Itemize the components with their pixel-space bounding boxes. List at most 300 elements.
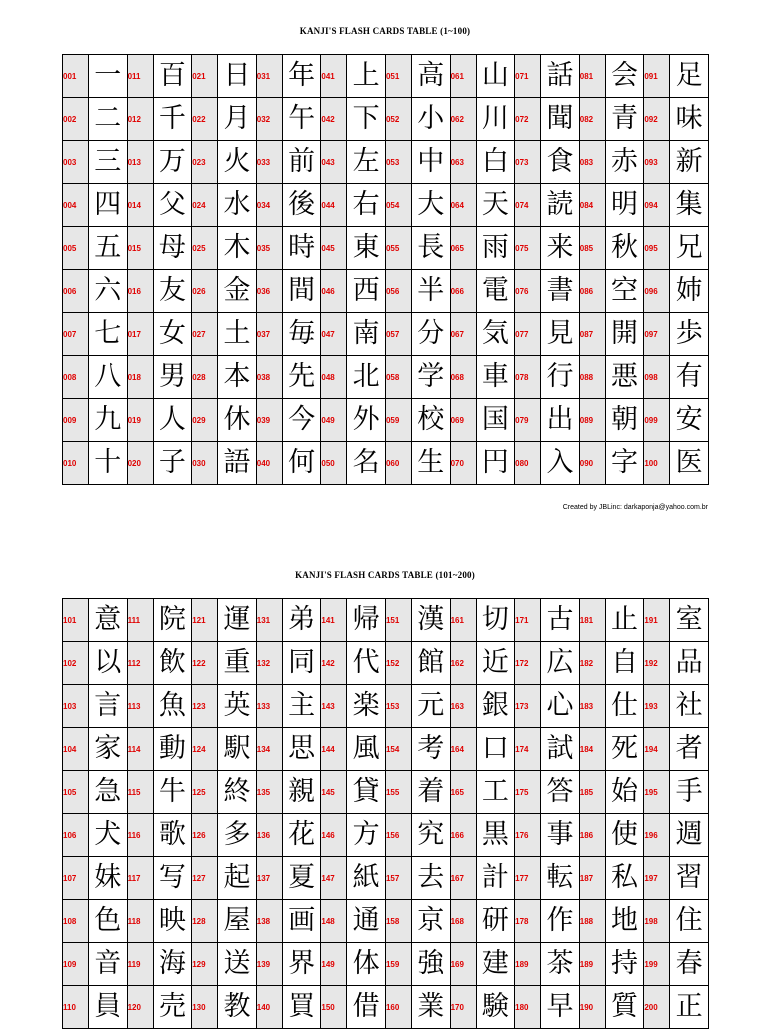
kanji-number: 028	[192, 356, 218, 399]
kanji-character: 味	[670, 98, 709, 141]
kanji-number: 006	[63, 270, 89, 313]
kanji-number: 055	[385, 227, 411, 270]
kanji-character: 上	[347, 55, 386, 98]
kanji-character: 半	[411, 270, 450, 313]
kanji-number: 152	[385, 642, 411, 685]
kanji-number: 160	[385, 986, 411, 1029]
kanji-character: 夏	[282, 857, 321, 900]
kanji-character: 漢	[411, 599, 450, 642]
kanji-character: 室	[670, 599, 709, 642]
kanji-number: 155	[385, 771, 411, 814]
kanji-character: 映	[153, 900, 192, 943]
kanji-number: 061	[450, 55, 476, 98]
kanji-character: 多	[218, 814, 257, 857]
kanji-character: 代	[347, 642, 386, 685]
kanji-number: 082	[579, 98, 605, 141]
kanji-number: 130	[192, 986, 218, 1029]
kanji-character: 銀	[476, 685, 515, 728]
table-row	[63, 986, 709, 1029]
table-row	[63, 399, 709, 442]
kanji-character: 週	[670, 814, 709, 857]
kanji-table	[62, 54, 709, 485]
kanji-number: 163	[450, 685, 476, 728]
kanji-character: 歌	[153, 814, 192, 857]
kanji-number: 193	[644, 685, 670, 728]
kanji-character: 犬	[89, 814, 128, 857]
kanji-number: 051	[385, 55, 411, 98]
kanji-number: 192	[644, 642, 670, 685]
kanji-character: 男	[153, 356, 192, 399]
kanji-number: 169	[450, 943, 476, 986]
kanji-number: 077	[515, 313, 541, 356]
kanji-character: 魚	[153, 685, 192, 728]
kanji-character: 音	[89, 943, 128, 986]
kanji-character: 茶	[541, 943, 580, 986]
kanji-number: 177	[515, 857, 541, 900]
kanji-character: 貸	[347, 771, 386, 814]
kanji-character: 切	[476, 599, 515, 642]
kanji-number: 108	[63, 900, 89, 943]
kanji-number: 023	[192, 141, 218, 184]
kanji-character: 去	[411, 857, 450, 900]
kanji-number: 063	[450, 141, 476, 184]
kanji-character: 色	[89, 900, 128, 943]
kanji-character: 新	[670, 141, 709, 184]
kanji-character: 売	[153, 986, 192, 1029]
kanji-character: 来	[541, 227, 580, 270]
kanji-character: 写	[153, 857, 192, 900]
kanji-character: 私	[605, 857, 644, 900]
kanji-character: 集	[670, 184, 709, 227]
kanji-number: 026	[192, 270, 218, 313]
kanji-number: 093	[644, 141, 670, 184]
kanji-character: 弟	[282, 599, 321, 642]
kanji-character: 通	[347, 900, 386, 943]
kanji-number: 084	[579, 184, 605, 227]
kanji-character: 起	[218, 857, 257, 900]
kanji-number: 150	[321, 986, 347, 1029]
kanji-number: 166	[450, 814, 476, 857]
kanji-number: 067	[450, 313, 476, 356]
kanji-character: 七	[89, 313, 128, 356]
kanji-character: 天	[476, 184, 515, 227]
table-row	[63, 98, 709, 141]
kanji-number: 172	[515, 642, 541, 685]
table-row	[63, 599, 709, 642]
kanji-number: 101	[63, 599, 89, 642]
kanji-character: 円	[476, 442, 515, 485]
kanji-character: 字	[605, 442, 644, 485]
kanji-number: 038	[256, 356, 282, 399]
kanji-character: 二	[89, 98, 128, 141]
kanji-character: 社	[670, 685, 709, 728]
kanji-number: 126	[192, 814, 218, 857]
kanji-character: 死	[605, 728, 644, 771]
kanji-character: 長	[411, 227, 450, 270]
kanji-number: 102	[63, 642, 89, 685]
kanji-number: 134	[256, 728, 282, 771]
kanji-character: 百	[153, 55, 192, 98]
kanji-character: 黒	[476, 814, 515, 857]
kanji-character: 本	[218, 356, 257, 399]
kanji-number: 074	[515, 184, 541, 227]
kanji-character: 帰	[347, 599, 386, 642]
kanji-number: 042	[321, 98, 347, 141]
kanji-character: 始	[605, 771, 644, 814]
kanji-number: 008	[63, 356, 89, 399]
kanji-number: 194	[644, 728, 670, 771]
kanji-character: 習	[670, 857, 709, 900]
kanji-character: 飲	[153, 642, 192, 685]
kanji-character: 持	[605, 943, 644, 986]
kanji-character: 妹	[89, 857, 128, 900]
kanji-number: 189	[515, 943, 541, 986]
kanji-number: 138	[256, 900, 282, 943]
kanji-character: 正	[670, 986, 709, 1029]
kanji-character: 作	[541, 900, 580, 943]
kanji-character: 使	[605, 814, 644, 857]
kanji-number: 050	[321, 442, 347, 485]
kanji-number: 141	[321, 599, 347, 642]
kanji-number: 127	[192, 857, 218, 900]
kanji-character: 山	[476, 55, 515, 98]
table-row	[63, 728, 709, 771]
kanji-character: 心	[541, 685, 580, 728]
kanji-character: 電	[476, 270, 515, 313]
kanji-character: 京	[411, 900, 450, 943]
kanji-number: 174	[515, 728, 541, 771]
kanji-number: 146	[321, 814, 347, 857]
kanji-number: 073	[515, 141, 541, 184]
kanji-number: 153	[385, 685, 411, 728]
kanji-number: 147	[321, 857, 347, 900]
kanji-character: 医	[670, 442, 709, 485]
kanji-number: 158	[385, 900, 411, 943]
kanji-character: 休	[218, 399, 257, 442]
kanji-number: 148	[321, 900, 347, 943]
kanji-number: 122	[192, 642, 218, 685]
kanji-number: 045	[321, 227, 347, 270]
kanji-number: 059	[385, 399, 411, 442]
kanji-character: 教	[218, 986, 257, 1029]
kanji-number: 170	[450, 986, 476, 1029]
kanji-number: 004	[63, 184, 89, 227]
kanji-number: 007	[63, 313, 89, 356]
kanji-number: 137	[256, 857, 282, 900]
kanji-number: 136	[256, 814, 282, 857]
kanji-character: 員	[89, 986, 128, 1029]
kanji-character: 主	[282, 685, 321, 728]
kanji-character: 友	[153, 270, 192, 313]
kanji-character: 強	[411, 943, 450, 986]
kanji-number: 159	[385, 943, 411, 986]
kanji-number: 091	[644, 55, 670, 98]
kanji-number: 128	[192, 900, 218, 943]
table-row	[63, 356, 709, 399]
kanji-number: 029	[192, 399, 218, 442]
kanji-number: 107	[63, 857, 89, 900]
kanji-number: 056	[385, 270, 411, 313]
kanji-character: 東	[347, 227, 386, 270]
kanji-number: 032	[256, 98, 282, 141]
kanji-number: 003	[63, 141, 89, 184]
kanji-number: 021	[192, 55, 218, 98]
kanji-character: 右	[347, 184, 386, 227]
kanji-character: 手	[670, 771, 709, 814]
kanji-character: 日	[218, 55, 257, 98]
kanji-number: 076	[515, 270, 541, 313]
kanji-number: 095	[644, 227, 670, 270]
kanji-number: 200	[644, 986, 670, 1029]
kanji-character: 工	[476, 771, 515, 814]
kanji-number: 081	[579, 55, 605, 98]
kanji-character: 人	[153, 399, 192, 442]
kanji-number: 086	[579, 270, 605, 313]
table-row	[63, 771, 709, 814]
table-row	[63, 857, 709, 900]
kanji-character: 考	[411, 728, 450, 771]
kanji-number: 030	[192, 442, 218, 485]
kanji-number: 070	[450, 442, 476, 485]
kanji-character: 父	[153, 184, 192, 227]
kanji-number: 041	[321, 55, 347, 98]
table-row	[63, 814, 709, 857]
kanji-number: 027	[192, 313, 218, 356]
kanji-character: 生	[411, 442, 450, 485]
kanji-character: 出	[541, 399, 580, 442]
kanji-number: 140	[256, 986, 282, 1029]
kanji-number: 131	[256, 599, 282, 642]
kanji-character: 答	[541, 771, 580, 814]
kanji-character: 仕	[605, 685, 644, 728]
kanji-number: 178	[515, 900, 541, 943]
kanji-character: 秋	[605, 227, 644, 270]
kanji-character: 入	[541, 442, 580, 485]
kanji-character: 質	[605, 986, 644, 1029]
kanji-character: 午	[282, 98, 321, 141]
kanji-number: 173	[515, 685, 541, 728]
table-row	[63, 900, 709, 943]
kanji-character: 六	[89, 270, 128, 313]
kanji-character: 後	[282, 184, 321, 227]
kanji-character: 下	[347, 98, 386, 141]
kanji-number: 085	[579, 227, 605, 270]
kanji-number: 124	[192, 728, 218, 771]
kanji-character: 院	[153, 599, 192, 642]
kanji-number: 036	[256, 270, 282, 313]
kanji-number: 151	[385, 599, 411, 642]
kanji-number: 187	[579, 857, 605, 900]
kanji-character: 英	[218, 685, 257, 728]
kanji-character: 名	[347, 442, 386, 485]
kanji-number: 083	[579, 141, 605, 184]
kanji-character: 一	[89, 55, 128, 98]
kanji-number: 191	[644, 599, 670, 642]
kanji-character: 三	[89, 141, 128, 184]
table-row	[63, 642, 709, 685]
kanji-number: 144	[321, 728, 347, 771]
kanji-character: 事	[541, 814, 580, 857]
kanji-character: 読	[541, 184, 580, 227]
kanji-section-2	[62, 540, 708, 1024]
kanji-character: 建	[476, 943, 515, 986]
kanji-number: 198	[644, 900, 670, 943]
kanji-number: 078	[515, 356, 541, 399]
kanji-character: 歩	[670, 313, 709, 356]
kanji-character: 足	[670, 55, 709, 98]
kanji-character: 口	[476, 728, 515, 771]
kanji-character: 春	[670, 943, 709, 986]
table-row	[63, 227, 709, 270]
kanji-number: 117	[127, 857, 153, 900]
kanji-character: 方	[347, 814, 386, 857]
kanji-number: 185	[579, 771, 605, 814]
kanji-character: 意	[89, 599, 128, 642]
kanji-number: 012	[127, 98, 153, 141]
kanji-character: 急	[89, 771, 128, 814]
kanji-number: 098	[644, 356, 670, 399]
kanji-character: 以	[89, 642, 128, 685]
kanji-character: 買	[282, 986, 321, 1029]
kanji-character: 家	[89, 728, 128, 771]
kanji-number: 017	[127, 313, 153, 356]
kanji-character: 思	[282, 728, 321, 771]
kanji-number: 188	[579, 900, 605, 943]
kanji-number: 054	[385, 184, 411, 227]
kanji-character: 自	[605, 642, 644, 685]
kanji-number: 062	[450, 98, 476, 141]
table-row	[63, 270, 709, 313]
kanji-number: 114	[127, 728, 153, 771]
kanji-character: 月	[218, 98, 257, 141]
kanji-number: 133	[256, 685, 282, 728]
kanji-character: 水	[218, 184, 257, 227]
kanji-character: 送	[218, 943, 257, 986]
kanji-number: 009	[63, 399, 89, 442]
kanji-character: 語	[218, 442, 257, 485]
kanji-number: 118	[127, 900, 153, 943]
kanji-number: 035	[256, 227, 282, 270]
kanji-number: 005	[63, 227, 89, 270]
kanji-character: 女	[153, 313, 192, 356]
kanji-number: 143	[321, 685, 347, 728]
kanji-section-1	[62, 0, 708, 520]
kanji-number: 094	[644, 184, 670, 227]
kanji-character: 前	[282, 141, 321, 184]
kanji-number: 060	[385, 442, 411, 485]
kanji-number: 066	[450, 270, 476, 313]
kanji-number: 019	[127, 399, 153, 442]
kanji-character: 見	[541, 313, 580, 356]
table-title: KANJI'S FLASH CARDS TABLE (1~100)	[299, 26, 471, 36]
kanji-character: 者	[670, 728, 709, 771]
kanji-number: 167	[450, 857, 476, 900]
kanji-number: 120	[127, 986, 153, 1029]
kanji-character: 車	[476, 356, 515, 399]
kanji-number: 182	[579, 642, 605, 685]
kanji-number: 161	[450, 599, 476, 642]
kanji-character: 有	[670, 356, 709, 399]
kanji-character: 楽	[347, 685, 386, 728]
kanji-number: 181	[579, 599, 605, 642]
kanji-character: 重	[218, 642, 257, 685]
kanji-number: 013	[127, 141, 153, 184]
kanji-character: 万	[153, 141, 192, 184]
kanji-number: 184	[579, 728, 605, 771]
kanji-character: 古	[541, 599, 580, 642]
kanji-character: 屋	[218, 900, 257, 943]
kanji-number: 097	[644, 313, 670, 356]
kanji-number: 119	[127, 943, 153, 986]
kanji-number: 011	[127, 55, 153, 98]
kanji-number: 125	[192, 771, 218, 814]
kanji-character: 終	[218, 771, 257, 814]
kanji-character: 土	[218, 313, 257, 356]
kanji-character: 小	[411, 98, 450, 141]
kanji-character: 朝	[605, 399, 644, 442]
kanji-character: 近	[476, 642, 515, 685]
kanji-number: 149	[321, 943, 347, 986]
kanji-character: 言	[89, 685, 128, 728]
kanji-number: 043	[321, 141, 347, 184]
kanji-character: 界	[282, 943, 321, 986]
kanji-character: 試	[541, 728, 580, 771]
kanji-number: 039	[256, 399, 282, 442]
kanji-character: 動	[153, 728, 192, 771]
kanji-number: 072	[515, 98, 541, 141]
kanji-number: 049	[321, 399, 347, 442]
kanji-character: 計	[476, 857, 515, 900]
kanji-character: 間	[282, 270, 321, 313]
kanji-number: 052	[385, 98, 411, 141]
kanji-number: 057	[385, 313, 411, 356]
kanji-character: 中	[411, 141, 450, 184]
kanji-number: 196	[644, 814, 670, 857]
kanji-character: 空	[605, 270, 644, 313]
kanji-number: 024	[192, 184, 218, 227]
kanji-number: 087	[579, 313, 605, 356]
kanji-character: 元	[411, 685, 450, 728]
kanji-number: 065	[450, 227, 476, 270]
kanji-character: 聞	[541, 98, 580, 141]
kanji-number: 116	[127, 814, 153, 857]
kanji-character: 何	[282, 442, 321, 485]
kanji-number: 058	[385, 356, 411, 399]
kanji-number: 010	[63, 442, 89, 485]
kanji-character: 雨	[476, 227, 515, 270]
kanji-character: 風	[347, 728, 386, 771]
kanji-number: 068	[450, 356, 476, 399]
kanji-character: 毎	[282, 313, 321, 356]
kanji-character: 品	[670, 642, 709, 685]
kanji-character: 食	[541, 141, 580, 184]
kanji-character: 気	[476, 313, 515, 356]
kanji-character: 安	[670, 399, 709, 442]
kanji-character: 母	[153, 227, 192, 270]
kanji-number: 099	[644, 399, 670, 442]
table-row	[63, 184, 709, 227]
kanji-character: 木	[218, 227, 257, 270]
kanji-character: 火	[218, 141, 257, 184]
kanji-character: 住	[670, 900, 709, 943]
kanji-character: 兄	[670, 227, 709, 270]
kanji-character: 高	[411, 55, 450, 98]
kanji-number: 175	[515, 771, 541, 814]
kanji-character: 青	[605, 98, 644, 141]
kanji-number: 048	[321, 356, 347, 399]
kanji-number: 047	[321, 313, 347, 356]
kanji-number: 115	[127, 771, 153, 814]
